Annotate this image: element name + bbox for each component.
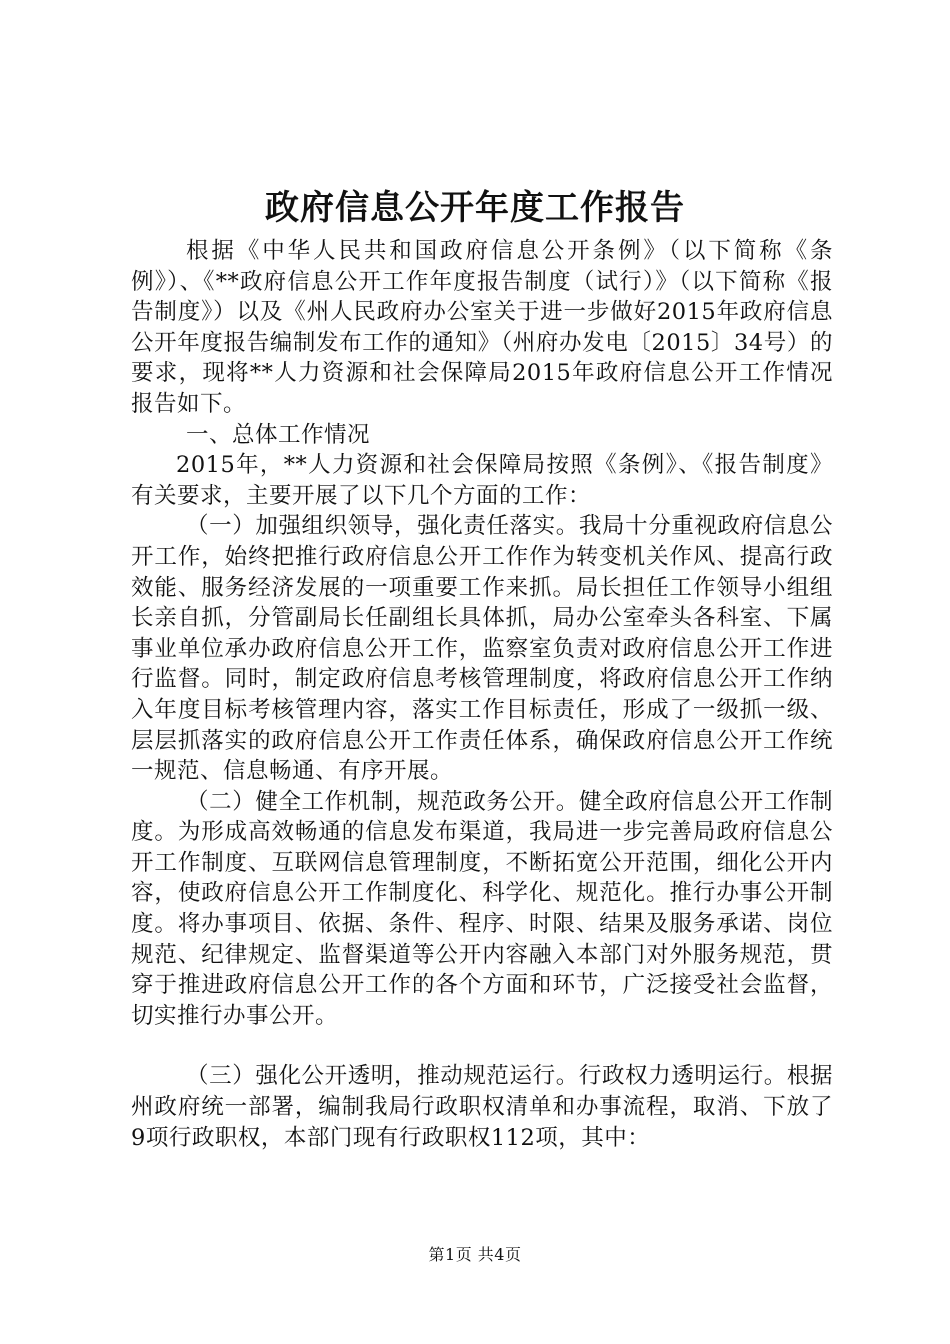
item-3-paragraph: （三）强化公开透明，推动规范运行。行政权力透明运行。根据州政府统一部署，编制我局行政职权清单和办事流程，取消、下放了9项行政职权，本部门现有行政职权112项，其中： — [131, 1063, 833, 1151]
item-2-paragraph: （二）健全工作机制，规范政务公开。健全政府信息公开工作制度。为形成高效畅通的信息发布渠道，我局进一步完善局政府信息公开工作制度、互联网信息管理制度，不断拓宽公开范围，细化公开内容，使政府信息公开工作制度化、科学化、规范化。推行办事公开制度。将办事项目、依据、条件、程序、时限、结果及服务承诺、岗位规范、纪律规定、监督渠道等公开内容融入本部门对外服务规范，贯穿于推进政府信息公开工作的各个方面和环节，广泛接受社会监督，切实推行办事公开。 — [131, 788, 833, 1029]
document-body — [131, 236, 833, 1153]
overview-paragraph: 2015年，**人力资源和社会保障局按照《条例》、《报告制度》有关要求，主要开展了以下几个方面的工作： — [131, 452, 833, 509]
document-title: 政府信息公开年度工作报告 — [265, 188, 685, 228]
intro-paragraph: 根据《中华人民共和国政府信息公开条例》（以下简称《条例》）、《**政府信息公开工作年度报告制度（试行）》（以下简称《报告制度》）以及《州人民政府办公室关于进一步做好2015年政府信息公开年度报告编制发布工作的通知》（州府办发电〔2015〕34号）的要求，现将**人力资源和社会保障局2015年政府信息公开工作情况报告如下。 — [131, 238, 833, 417]
item-1-paragraph: （一）加强组织领导，强化责任落实。我局十分重视政府信息公开工作，始终把推行政府信息公开工作作为转变机关作风、提高行政效能、服务经济发展的一项重要工作来抓。局长担任工作领导小组组长亲自抓，分管副局长任副组长具体抓，局办公室牵头各科室、下属事业单位承办政府信息公开工作，监察室负责对政府信息公开工作进行监督。同时，制定政府信息考核管理制度，将政府信息公开工作纳入年度目标考核管理内容，落实工作目标责任，形成了一级抓一级、层层抓落实的政府信息公开工作责任体系，确保政府信息公开工作统一规范、信息畅通、有序开展。 — [131, 513, 833, 785]
page-number-footer: 第1页 共4页 — [428, 1245, 522, 1264]
section-heading-overall: 一、总体工作情况 — [186, 421, 371, 448]
